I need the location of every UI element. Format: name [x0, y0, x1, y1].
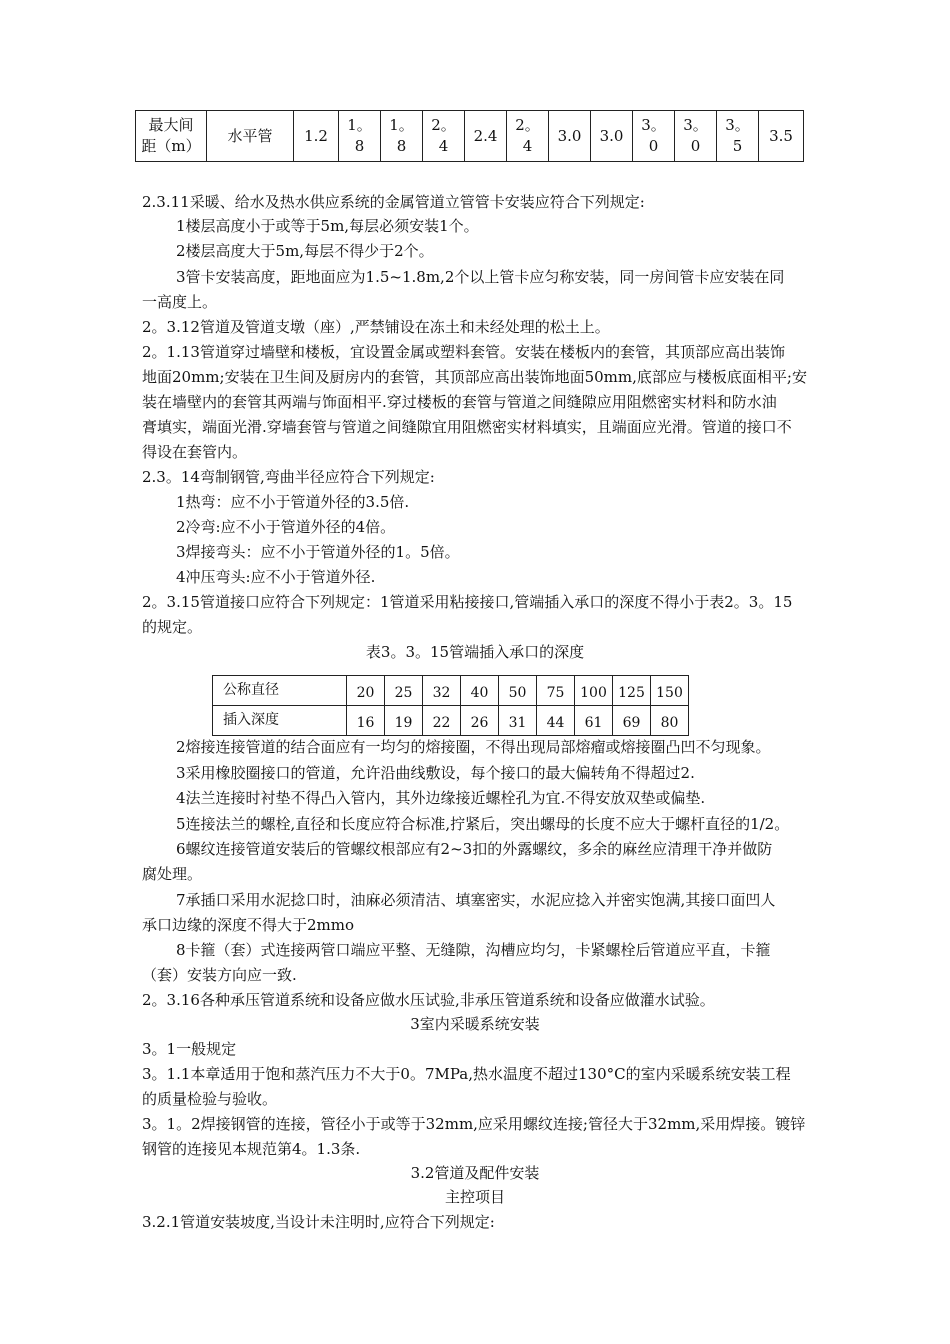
- paragraph-line: 7承插口采用水泥捻口时，油麻必须清洁、填塞密实，水泥应捻入并密实饱满,其接口面凹人: [176, 891, 776, 909]
- paragraph-line: 3管卡安装高度，距地面应为1.5~1.8m,2个以上管卡应匀称安装，同一房间管卡应安装在同: [176, 268, 785, 286]
- table-row: [213, 706, 689, 736]
- table-cell: 26: [461, 706, 499, 736]
- table-cell: 44: [537, 706, 575, 736]
- paragraph-line: 膏填实，端面光滑.穿墙套管与管道之间缝隙宜用阻燃密实材料填实，且端面应光滑。管道的接口不: [142, 418, 792, 436]
- table-cell: 2。 4: [423, 111, 465, 162]
- table-row: [213, 676, 689, 706]
- paragraph-line: 5连接法兰的螺栓,直径和长度应符合标准,拧紧后，突出螺母的长度不应大于螺杆直径的1/2。: [176, 815, 790, 833]
- table-cell: 1。 8: [381, 111, 423, 162]
- table-cell: 61: [575, 706, 613, 736]
- table-cell: 125: [613, 676, 651, 706]
- paragraph-line: （套）安装方向应一致.: [142, 966, 297, 984]
- table-row: [136, 111, 804, 162]
- table-cell: 3.0: [591, 111, 633, 162]
- table-cell: 3。 0: [633, 111, 675, 162]
- paragraph-line: 1楼层高度小于或等于5m,每层必须安装1个。: [176, 217, 479, 235]
- table-cell: 水平管: [207, 111, 294, 162]
- paragraph-line: 3采用橡胶圈接口的管道，允许沿曲线敷设，每个接口的最大偏转角不得超过2.: [176, 764, 695, 782]
- paragraph-line: 腐处理。: [142, 865, 203, 883]
- insertion-depth-table: [212, 675, 689, 736]
- subsection-heading: 3.2管道及配件安装: [410, 1164, 540, 1182]
- paragraph-line: 地面20mm;安装在卫生间及厨房内的套管，其顶部应高出装饰地面50mm,底部应与楼板底面相平;安: [142, 368, 807, 386]
- paragraph-line: 的规定。: [142, 618, 203, 636]
- table-cell: 40: [461, 676, 499, 706]
- table-cell: 3。 0: [675, 111, 717, 162]
- paragraph-line: 一高度上。: [142, 293, 218, 311]
- table-cell: 75: [537, 676, 575, 706]
- table-cell: 最大间 距（m）: [136, 111, 207, 162]
- table-cell: 19: [385, 706, 423, 736]
- table-cell: 3.0: [549, 111, 591, 162]
- paragraph-line: 3.2.1管道安装坡度,当设计未注明时,应符合下列规定:: [142, 1213, 495, 1231]
- table-cell: 150: [651, 676, 689, 706]
- paragraph-line: 1热弯：应不小于管道外径的3.5倍.: [176, 493, 410, 511]
- table-cell: 2.4: [465, 111, 507, 162]
- paragraph-line: 6螺纹连接管道安装后的管螺纹根部应有2~3扣的外露螺纹，多余的麻丝应清理干净并做防: [176, 840, 773, 858]
- section-heading: 3室内采暖系统安装: [410, 1015, 540, 1033]
- table-cell: 100: [575, 676, 613, 706]
- paragraph-line: 2冷弯:应不小于管道外径的4倍。: [176, 518, 396, 536]
- table-cell: 31: [499, 706, 537, 736]
- paragraph-line: 2。3.12管道及管道支墩（座）,严禁铺设在冻土和未经处理的松土上。: [142, 318, 610, 336]
- paragraph-line: 装在墙壁内的套管其两端与饰面相平.穿过楼板的套管与管道之间缝隙应用阻燃密实材料和防水油: [142, 393, 777, 411]
- paragraph-line: 4冲压弯头:应不小于管道外径.: [176, 568, 376, 586]
- subsection-heading: 主控项目: [444, 1188, 505, 1206]
- paragraph-line: 2楼层高度大于5m,每层不得少于2个。: [176, 242, 434, 260]
- table-cell: 3.5: [759, 111, 804, 162]
- paragraph-line: 2。3.15管道接口应符合下列规定：1管道采用粘接接口,管端插入承口的深度不得小于表2。3。15: [142, 593, 793, 611]
- pipe-spacing-table: [135, 110, 804, 162]
- table-cell: 插入深度: [213, 706, 347, 736]
- paragraph-line: 4法兰连接时衬垫不得凸入管内，其外边缘接近螺栓孔为宜.不得安放双垫或偏垫.: [176, 789, 706, 807]
- table-caption: 表3。3。15管端插入承口的深度: [365, 643, 585, 661]
- subsection-heading: 3。1一般规定: [142, 1040, 237, 1058]
- table-cell: 公称直径: [213, 676, 347, 706]
- paragraph-line: 得设在套管内。: [142, 443, 248, 461]
- paragraph-line: 3。1。2焊接钢管的连接，管径小于或等于32mm,应采用螺纹连接;管径大于32mm,采用焊接。镀锌: [142, 1115, 806, 1133]
- table-cell: 69: [613, 706, 651, 736]
- paragraph-line: 2。1.13管道穿过墙壁和楼板，宜设置金属或塑料套管。安装在楼板内的套管，其顶部应高出装饰: [142, 343, 785, 361]
- table-cell: 20: [347, 676, 385, 706]
- paragraph-line: 2。3.16各种承压管道系统和设备应做水压试验,非承压管道系统和设备应做灌水试验。: [142, 991, 715, 1009]
- table-cell: 25: [385, 676, 423, 706]
- paragraph-line: 8卡箍（套）式连接两管口端应平整、无缝隙，沟槽应均匀，卡紧螺栓后管道应平直，卡箍: [176, 941, 771, 959]
- table-cell: 50: [499, 676, 537, 706]
- paragraph-line: 的质量检验与验收。: [142, 1090, 278, 1108]
- paragraph-line: 2.3。14弯制钢管,弯曲半径应符合下列规定:: [142, 468, 435, 486]
- table-cell: 1.2: [294, 111, 339, 162]
- table-cell: 80: [651, 706, 689, 736]
- table-cell: 22: [423, 706, 461, 736]
- table-cell: 16: [347, 706, 385, 736]
- table-cell: 2。 4: [507, 111, 549, 162]
- paragraph-line: 钢管的连接见本规范第4。1.3条.: [142, 1140, 361, 1158]
- table-cell: 32: [423, 676, 461, 706]
- paragraph-line: 3。1.1本章适用于饱和蒸汽压力不大于0。7MPa,热水温度不超过130°C的室内采暖系统安装工程: [142, 1065, 791, 1083]
- table-cell: 1。 8: [339, 111, 381, 162]
- paragraph-line: 3焊接弯头：应不小于管道外径的1。5倍。: [176, 543, 460, 561]
- table-cell: 3。 5: [717, 111, 759, 162]
- paragraph-line: 2熔接连接管道的结合面应有一均匀的熔接圈，不得出现局部熔瘤或熔接圈凸凹不匀现象。: [176, 738, 771, 756]
- paragraph-line: 2.3.11采暖、给水及热水供应系统的金属管道立管管卡安装应符合下列规定:: [142, 193, 645, 211]
- paragraph-line: 承口边缘的深度不得大于2mmo: [142, 916, 355, 934]
